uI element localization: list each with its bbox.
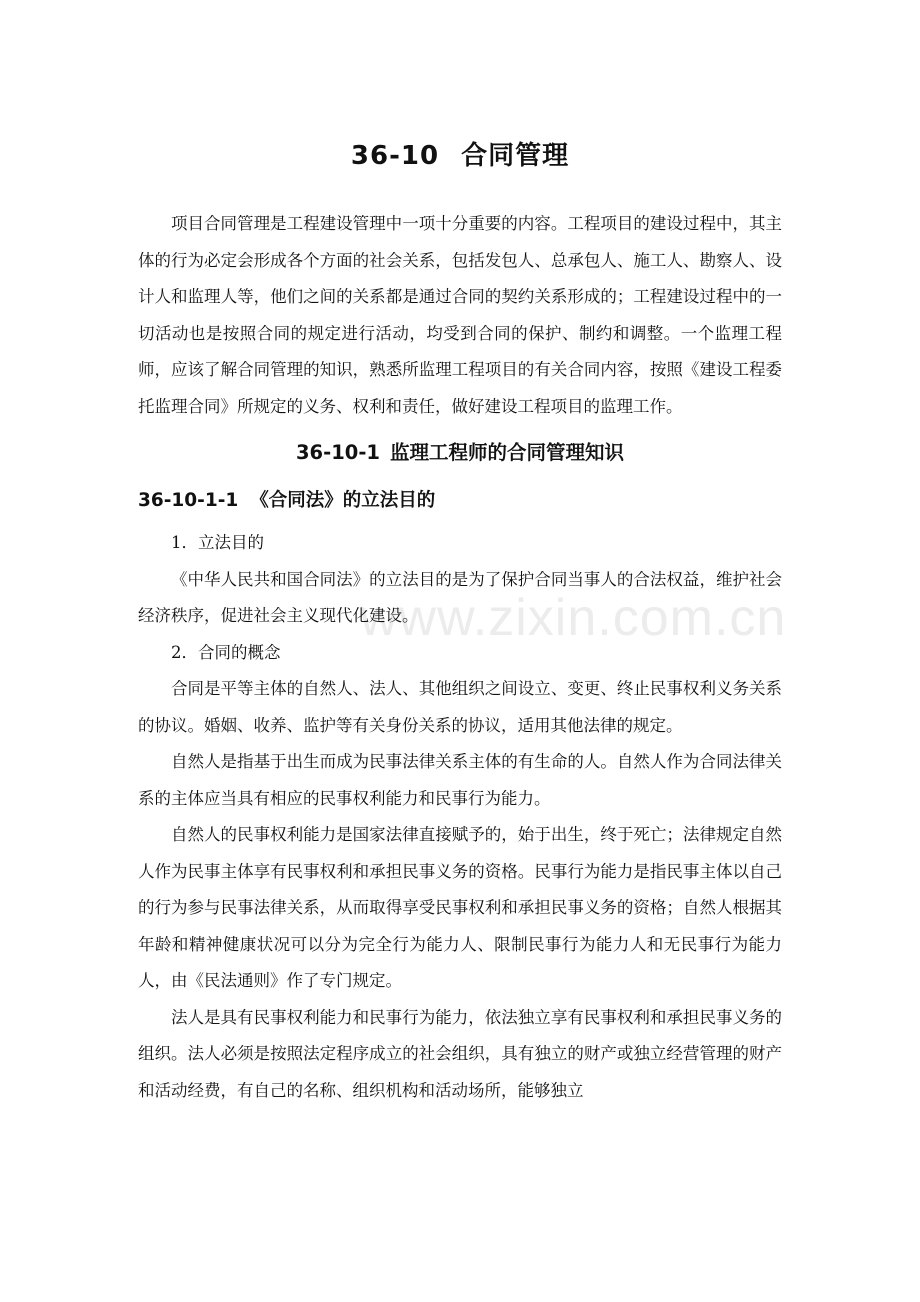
paragraph-contract-concept: 合同是平等主体的自然人、法人、其他组织之间设立、变更、终止民事权利义务关系的协议。婚姻、收养、监护等有关身份关系的协议，适用其他法律的规定。 [138,679,782,735]
document-content [138,138,782,1109]
watermark: www.zixin.com.cn [360,589,787,647]
paragraph-civil-capacity: 自然人的民事权利能力是国家法律直接赋予的，始于出生，终于死亡；法律规定自然人作为民事主体享有民事权利和承担民事义务的资格。民事行为能力是指民事主体以自己的行为参与民事法律关系，从而取得享受民事权利和承担民事义务的资格；自然人根据其年龄和精神健康状况可以分为完全行为能力人、限制民事行为能力人和无民事行为能力人，由《民法通则》作了专门规定。 [138,825,782,990]
paragraph-legal-person: 法人是具有民事权利能力和民事行为能力，依法独立享有民事权利和承担民事义务的组织。法人必须是按照法定程序成立的社会组织，具有独立的财产或独立经营管理的财产和活动经费，有自己的名称、组织机构和活动场所，能够独立 [138,1007,782,1100]
section-number: 36-10-1 [295,441,380,464]
title-number: 36-10 [350,141,440,171]
subsection-heading [138,483,782,519]
title-text: 合同管理 [461,141,570,171]
subsection-number: 36-10-1-1 [138,490,239,511]
subsection-text: 《合同法》的立法目的 [250,490,436,511]
section-text: 监理工程师的合同管理知识 [390,441,625,464]
page-title [138,138,782,174]
section-heading [138,435,782,471]
paragraph-natural-person: 自然人是指基于出生而成为民事法律关系主体的有生命的人。自然人作为合同法律关系的主体应当具有相应的民事权利能力和民事行为能力。 [138,752,782,808]
item-heading-legislative-purpose: 1．立法目的 [171,533,264,552]
item-heading-contract-concept: 2．合同的概念 [171,642,281,662]
intro-paragraph: 项目合同管理是工程建设管理中一项十分重要的内容。工程项目的建设过程中，其主体的行为必定会形成各个方面的社会关系，包括发包人、总承包人、施工人、勘察人、设计人和监理人等，他们之间的关系都是通过合同的契约关系形成的；工程建设过程中的一切活动也是按照合同的规定进行活动，均受到合同的保护、制约和调整。一个监理工程师，应该了解合同管理的知识，熟悉所监理工程项目的有关合同内容，按照《建设工程委托监理合同》所规定的义务、权利和责任，做好建设工程项目的监理工作。 [138,214,782,416]
paragraph-legislative-purpose: 《中华人民共和国合同法》的立法目的是为了保护合同当事人的合法权益，维护社会经济秩序，促进社会主义现代化建设。 [138,569,782,625]
